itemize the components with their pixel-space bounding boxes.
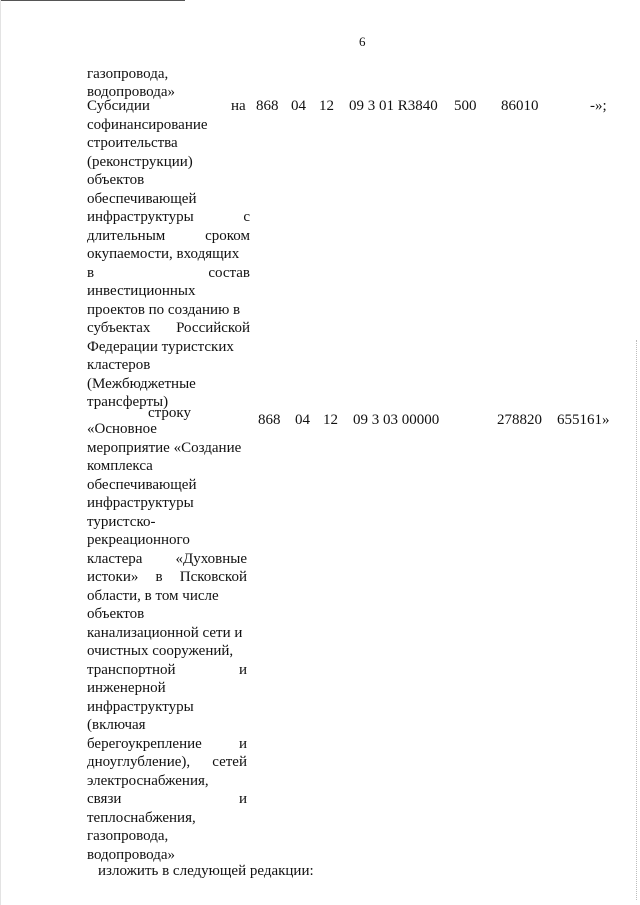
b2-line: очистных сооружений, <box>87 643 234 659</box>
b2-line: «Основное <box>87 421 157 437</box>
b2-line: дноуглубление), <box>87 754 191 770</box>
b2-line: туристско- <box>87 514 156 530</box>
b1-line: обеспечивающей <box>87 191 197 207</box>
b2-justified-line <box>87 550 247 569</box>
b1-line: инвестиционных <box>87 283 196 299</box>
b1-line: (Межбюджетные <box>87 376 196 392</box>
b2-justified-line <box>87 753 247 772</box>
b2-line: инфраструктуры <box>87 495 194 511</box>
b1-word-s: с <box>243 209 250 225</box>
b2-subsection-code: 12 <box>323 412 338 428</box>
page-number: 6 <box>359 34 366 49</box>
b2-section-code: 04 <box>295 412 310 428</box>
b1-word-sostav: состав <box>208 265 250 281</box>
b2-word-dukhovnye: «Духовные <box>175 551 247 567</box>
b2-word-i1: и <box>238 662 247 678</box>
b1-line: строительства <box>87 135 178 151</box>
b1-line: Федерации туристских <box>87 339 234 355</box>
b2-word-setey: сетей <box>212 754 247 770</box>
b1-line: субъектах <box>87 320 151 336</box>
b2-line: берегоукрепление <box>87 736 202 752</box>
b2-line: связи <box>87 791 122 807</box>
b2-line: инженерной <box>87 680 166 696</box>
b2-justified-line <box>87 790 247 809</box>
b2-justified-line <box>87 661 247 680</box>
scan-edge-right <box>636 340 638 900</box>
b1-expense-type-code: 500 <box>454 98 477 114</box>
b2-line: электроснабжения, <box>87 773 209 789</box>
b2-line: (включая <box>87 717 146 733</box>
b1-line: водопровода» <box>87 84 176 100</box>
b2-word-i2: и <box>238 736 247 752</box>
b2-line: комплекса <box>87 458 153 474</box>
b2-justified-line <box>87 735 247 754</box>
b2-line: рекреационного <box>87 532 190 548</box>
b2-amount-2020: 655161» <box>557 412 610 428</box>
b1-line: кластеров <box>87 357 151 373</box>
closing-instruction: изложить в следующей редакции: <box>98 863 314 879</box>
b2-line: истоки» <box>87 569 139 585</box>
b2-line: области, в том числе <box>87 588 219 604</box>
b2-word-i3: и <box>238 791 247 807</box>
b1-justified-line <box>87 319 250 338</box>
b1-line: Субсидии <box>87 98 150 114</box>
b1-justified-line <box>87 208 250 227</box>
b1-subsection-code: 12 <box>319 98 334 114</box>
b2-ministry-code: 868 <box>258 412 281 428</box>
b2-line: газопровода, <box>87 828 169 844</box>
b1-justified-line <box>87 264 250 283</box>
b1-line: инфраструктуры <box>87 209 194 225</box>
b2-line: транспортной <box>87 662 176 678</box>
b1-line: трансферты) <box>87 394 169 410</box>
b2-line: кластера <box>87 551 143 567</box>
b2-word-v: в <box>155 569 163 585</box>
b1-line: объектов <box>87 172 145 188</box>
b2-line: канализационной сети и <box>87 625 243 641</box>
b2-line: строку <box>148 405 191 421</box>
b2-justified-line <box>87 568 247 587</box>
b2-line: водопровода» <box>87 847 176 863</box>
b2-line: объектов <box>87 606 145 622</box>
b1-word-na: на <box>231 98 246 114</box>
b1-line: в <box>87 265 95 281</box>
b1-word-sroka: сроком <box>205 228 250 244</box>
b1-line: газопровода, <box>87 66 169 82</box>
b2-word-pskovskoy: Псковской <box>179 569 247 585</box>
b2-amount-2019: 278820 <box>497 412 542 428</box>
b2-line: теплоснабжения, <box>87 810 196 826</box>
b1-justified-line <box>87 227 250 246</box>
b2-line: мероприятие «Создание <box>87 440 242 456</box>
b1-line: длительным <box>87 228 166 244</box>
b1-word-rossiyskoy: Российской <box>176 320 250 336</box>
b1-line: софинансирование <box>87 117 208 133</box>
b2-line: обеспечивающей <box>87 477 197 493</box>
b1-target-item-code: 09 3 01 R3840 <box>349 98 438 114</box>
b2-line: инфраструктуры <box>87 699 194 715</box>
b1-line: проектов по созданию в <box>87 302 241 318</box>
b1-amount-2019: 86010 <box>501 98 539 114</box>
b1-section-code: 04 <box>291 98 306 114</box>
scan-edge-top <box>0 0 185 2</box>
scan-edge-left <box>0 0 1 905</box>
b1-amount-2020: -»; <box>590 98 607 114</box>
b1-ministry-code: 868 <box>256 98 279 114</box>
b1-line: (реконструкции) <box>87 154 193 170</box>
b2-target-item-code: 09 3 03 00000 <box>353 412 440 428</box>
b1-line: окупаемости, входящих <box>87 246 240 262</box>
